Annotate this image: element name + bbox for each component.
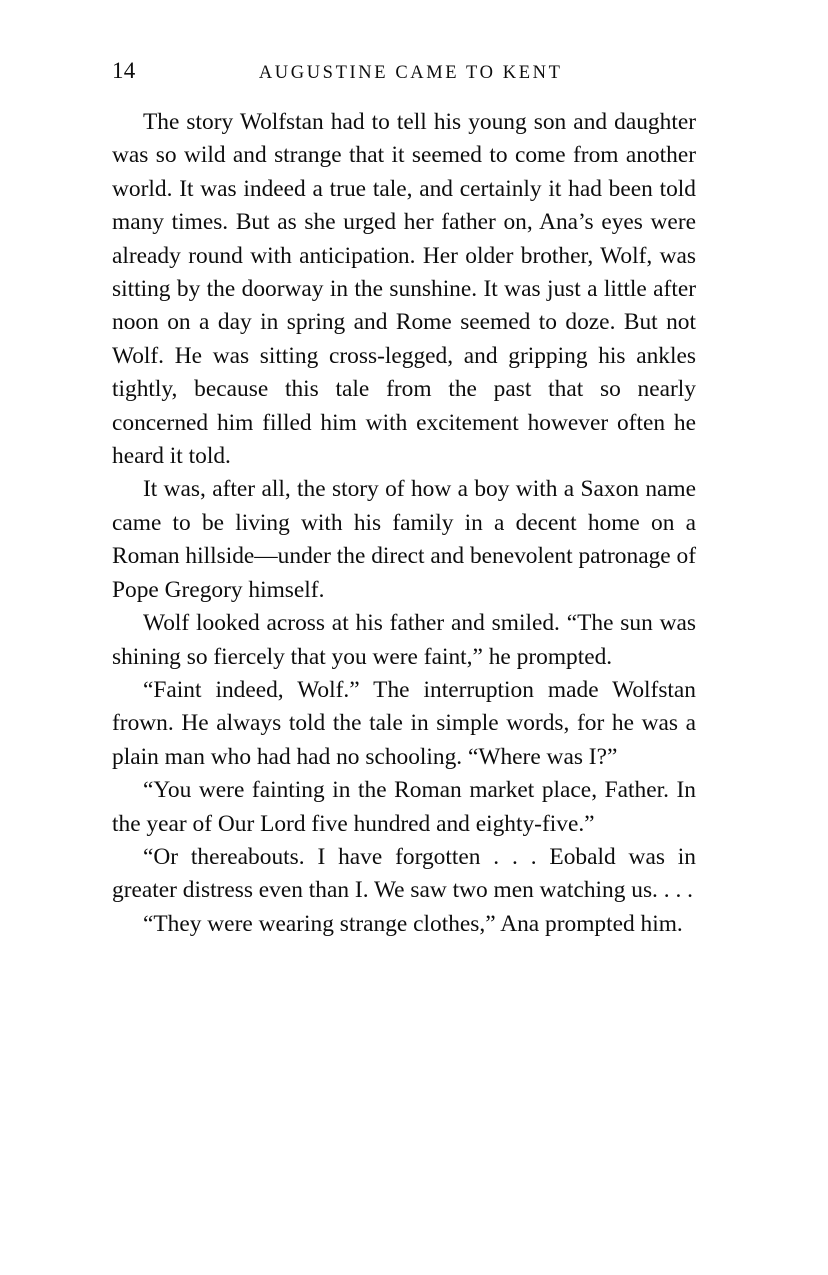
- page-number: 14: [112, 58, 136, 83]
- paragraph: Wolf looked across at his father and smiled. “The sun was shining so fiercely that you were faint,” he prompted.: [112, 610, 696, 670]
- paragraph: “Faint indeed, Wolf.” The interruption made Wolfstan frown. He always told the tale in simple words, for he was a plain man who had had no schooling. “Where was I?”: [112, 676, 696, 770]
- paragraph: “They were wearing strange clothes,” Ana prompted him.: [143, 910, 683, 937]
- paragraph: It was, after all, the story of how a boy with a Saxon name came to be living with his family in a decent home on a Roman hillside—under the direct and benevolent patronage of Pope Gregory himself.: [112, 476, 696, 603]
- page-header: [112, 58, 696, 84]
- body-text: [112, 106, 696, 941]
- paragraph: “You were fainting in the Roman market place, Father. In the year of Our Lord five hundred and eighty-five.”: [112, 777, 696, 837]
- paragraph: “Or thereabouts. I have forgotten . . . Eobald was in greater distress even than I. We saw two men watching us. . . .: [112, 843, 696, 904]
- paragraph: The story Wolfstan had to tell his young son and daughter was so wild and strange that it seemed to come from another world. It was indeed a true tale, and certainly it had been told many times. But as she urged her father on, Ana’s eyes were already round with anticipation. Her older brother, Wolf, was sitting by the doorway in the sunshine. It was just a little after noon on a day in spring and Rome seemed to doze. But not Wolf. He was sitting cross-legged, and gripping his ankles tightly, because this tale from the past that so nearly concerned him filled him with excitement however often he heard it told.: [112, 109, 696, 470]
- running-head: AUGUSTINE CAME TO KENT: [258, 63, 563, 83]
